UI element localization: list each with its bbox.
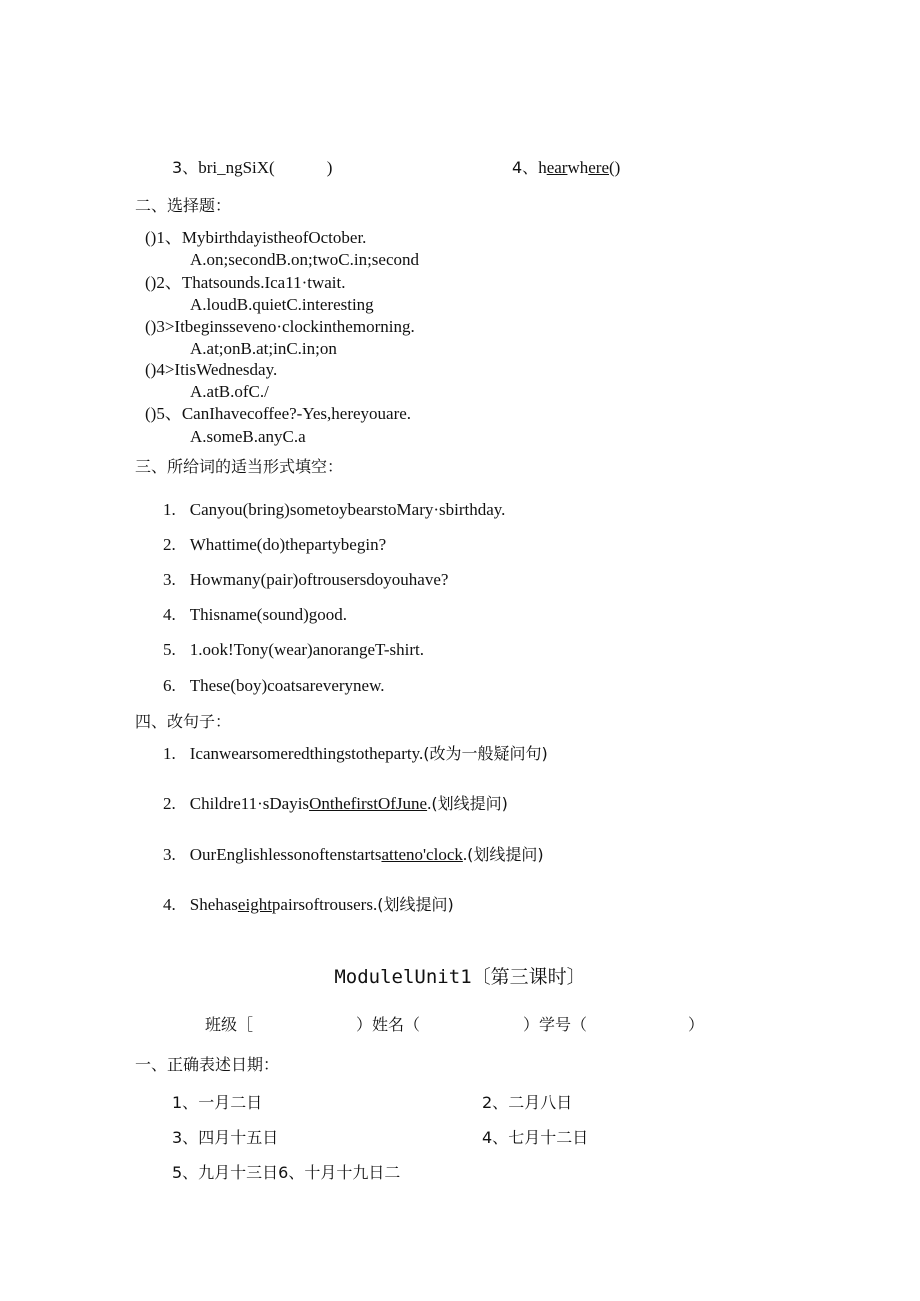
item-text-end: . [462,845,468,864]
item-text: Canyou(bring)sometoybearstoMary·sbirthday. [189,500,506,519]
options-4: A.atB.ofC./ [190,382,269,401]
item-number: 2. [163,535,176,554]
date-item-1 [172,1093,262,1113]
word-part: h [538,158,547,177]
underlined-part: eight [237,895,272,914]
item-number: 4、 [482,1128,509,1147]
item-number: 1、 [172,1093,199,1112]
fill-item-1 [163,500,505,520]
options-5: A.someB.anyC.a [190,427,306,446]
item-number: 6. [163,676,176,695]
item-number: 5. [163,640,176,659]
date-item-3 [172,1128,278,1148]
word-part: wh [567,158,589,177]
item-text: Childre11·sDayis [189,794,310,813]
item-text-end: . [427,794,432,813]
word-part: () [609,158,621,177]
item-number: 4. [163,895,176,914]
fill-item-4 [163,605,347,625]
item-text: OurEnglishlessonoftenstarts [189,845,382,864]
item-text: 七月十二日 [508,1128,589,1147]
item-text: Howmany(pair)oftrousersdoyouhave? [189,570,449,589]
question-2: ()2、Thatsounds.Ica11·twait. [145,273,346,292]
section-3-heading: 三、所给词的适当形式填空： [135,457,344,476]
section-2-heading: 二、选择题： [135,196,232,215]
item-text: These(boy)coatsareverynew. [189,676,385,695]
options-2: A.loudB.quietC.interesting [190,295,374,314]
item-note: (划线提问) [377,895,454,914]
item-number: 1. [163,500,176,519]
name-label: ）姓名（ [356,1015,421,1034]
top-item-4 [512,158,620,178]
underlined-part: OnthefirstOfJune [309,794,428,813]
fill-item-5 [163,640,424,660]
underlined-part: ear [546,158,568,177]
rewrite-item-4 [163,895,454,915]
item-number: 4、 [512,158,539,177]
item-number: 3、 [172,158,199,177]
question-3: ()3>Itbeginsseveno·clockinthemorning. [145,317,415,336]
item-text: 四月十五日 [198,1128,279,1147]
date-item-2 [482,1093,572,1113]
item-text: Icanwearsomeredthingstotheparty. [189,744,424,763]
section-4-heading: 四、改句子： [135,712,232,731]
rewrite-item-1 [163,744,548,764]
question-5: ()5、CanIhavecoffee?-Yes,hereyouare. [145,404,412,423]
item-text: bri_ngSiX( [198,158,275,177]
question-1: ()1、MybirthdayistheofOctober. [145,228,367,247]
underlined-part: atteno'clock [381,845,463,864]
fill-item-3 [163,570,448,590]
date-item-4 [482,1128,588,1148]
item-text: Thisname(sound)good. [189,605,347,624]
fill-item-2 [163,535,386,555]
rewrite-item-3 [163,845,544,865]
item-text: Shehas [189,895,238,914]
item-text: 二月八日 [508,1093,573,1112]
item-text: Whattime(do)thepartybegin? [189,535,387,554]
item-number: 4. [163,605,176,624]
item-number: 2、 [482,1093,509,1112]
class-label: 班级［ [205,1015,254,1034]
item-text: 一月二日 [198,1093,263,1112]
options-3: A.at;onB.at;inC.in;on [190,339,337,358]
item-note: (划线提问) [431,794,508,813]
item-number: 3、 [172,1128,199,1147]
top-item-3 [172,158,332,178]
underlined-part: ere [588,158,609,177]
rewrite-item-2 [163,794,508,814]
item-number: 2. [163,794,176,813]
module-title: ModulelUnit1〔第三课时〕 [334,966,586,988]
item-text: 1.ook!Tony(wear)anorangeT-shirt. [189,640,424,659]
options-1: A.on;secondB.on;twoC.in;second [190,250,420,269]
fill-item-6 [163,676,385,696]
info-close: ） [688,1015,705,1034]
question-4: ()4>ItisWednesday. [145,360,278,379]
item-number: 1. [163,744,176,763]
item-number: 3. [163,845,176,864]
number-label: ）学号（ [523,1015,588,1034]
item-note: (改为一般疑问句) [423,744,548,763]
item-number: 3. [163,570,176,589]
dates-heading: 一、正确表述日期： [135,1055,280,1074]
date-item-5-6: 5、九月十三日6、十月十九日二 [172,1163,401,1182]
item-text-end: pairsoftrousers. [271,895,378,914]
item-close: ) [326,158,333,177]
item-note: (划线提问) [467,845,544,864]
